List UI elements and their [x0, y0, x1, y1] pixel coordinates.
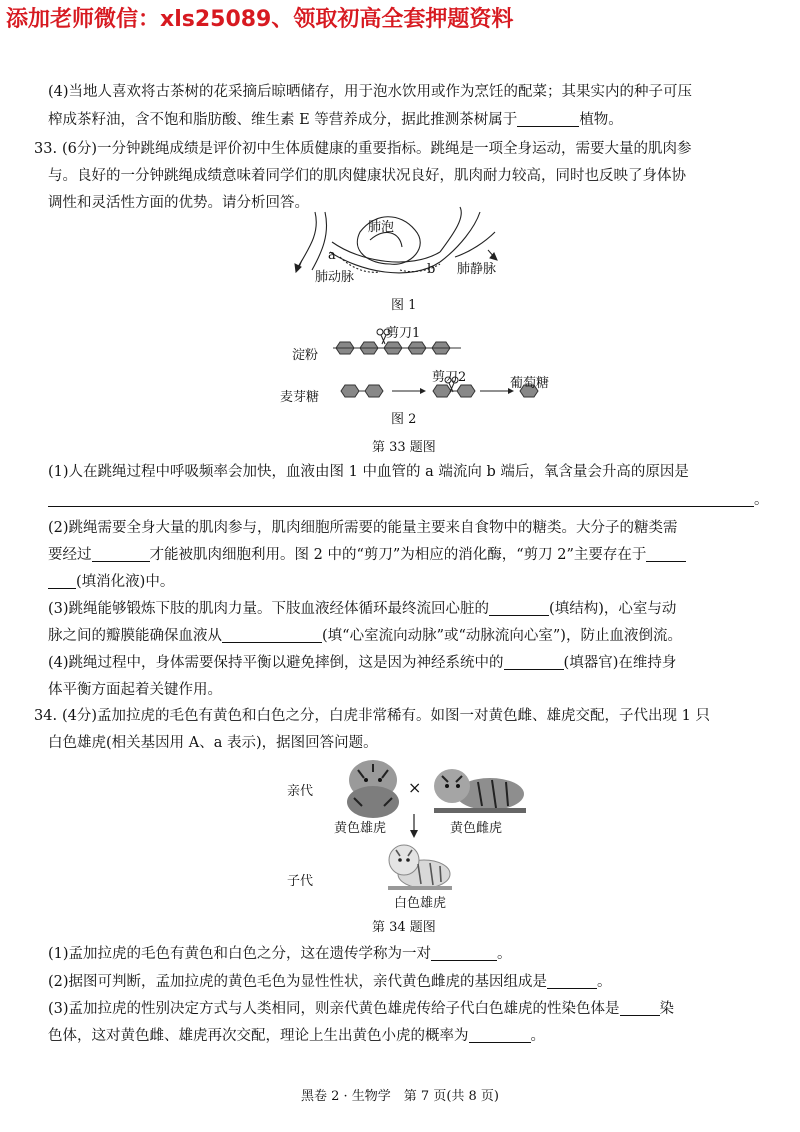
q34-intro-line1: (4分)孟加拉虎的毛色有黄色和白色之分，白虎非常稀有。如图一对黄色雌、雄虎交配，子代出现 1 只: [62, 708, 710, 724]
q34-part3-text-b: 染: [659, 1001, 675, 1017]
scissors2-icon: [444, 376, 460, 394]
q33-part1-answer: [48, 490, 769, 511]
q34-part2-text: (2)据图可判断，孟加拉虎的黄色毛色为显性性状，亲代黄色雌虎的基因组成是: [48, 974, 548, 990]
promo-banner: 添加老师微信：xls25089、领取初高全套押题资料: [6, 7, 514, 32]
q33-part1: (1)人在跳绳过程中呼吸频率会加快，血液由图 1 中血管的 a 端流向 b 端后，氧含量会升高的原因是: [48, 464, 689, 480]
q32-4-line2: [48, 110, 623, 131]
figure1-caption: 图 1: [391, 298, 417, 313]
q34-part1-end: 。: [497, 946, 512, 962]
starch-chain: [333, 340, 463, 356]
label-alveolus: 肺泡: [368, 220, 395, 235]
answer-blank[interactable]: [646, 546, 686, 562]
q33-part3-text-b: (填结构)，心室与动: [549, 601, 677, 617]
label-starch: 淀粉: [292, 348, 319, 363]
answer-blank[interactable]: [489, 600, 549, 616]
q33-part4-text-b: (填器官)在维持身: [563, 655, 677, 671]
q32-4-end: 植物。: [579, 112, 623, 128]
q34-part3-text-d: 。: [530, 1028, 545, 1044]
label-parents: 亲代: [287, 784, 314, 799]
q33-part1-end: 。: [754, 492, 769, 508]
label-pulmonary-artery: 肺动脉: [315, 270, 355, 285]
q34-part3-text-c: 色体，这对黄色雌、雄虎再次交配，理论上生出黄色小虎的概率为: [48, 1028, 469, 1044]
answer-blank[interactable]: [48, 491, 754, 507]
male-tiger-image: [340, 758, 406, 818]
label-yellow-female: 黄色雌虎: [450, 821, 503, 836]
q32-4-line1: (4)当地人喜欢将古茶树的花采摘后晾晒储存，用于泡水饮用或作为烹饪的配菜；其果实内的种子可压: [48, 84, 693, 100]
answer-blank[interactable]: [547, 973, 597, 989]
q34-part3-line2: [48, 1026, 545, 1047]
q34-number: 34.: [34, 708, 58, 724]
q33-part4-line2: 体平衡方面起着关键作用。: [48, 682, 222, 698]
q33-intro-line2: 与。良好的一分钟跳绳成绩意味着同学们的肌肉健康状况良好，肌肉耐力较高，同时也反映了身体协: [48, 168, 686, 184]
q33-part3-text-d: (填“心室流向动脉”或“动脉流向心室”)，防止血液倒流。: [322, 628, 682, 644]
q34-part2-end: 。: [597, 974, 612, 990]
q33-intro-line1: (6分)一分钟跳绳成绩是评价初中生体质健康的重要指标。跳绳是一项全身运动，需要大量的肌肉参: [62, 141, 692, 157]
q34-part2: [48, 972, 612, 993]
q33-figure-caption: 第 33 题图: [372, 440, 436, 455]
answer-blank[interactable]: [517, 111, 579, 127]
answer-blank[interactable]: [620, 1000, 660, 1016]
q34-part1-text: (1)孟加拉虎的毛色有黄色和白色之分，这在遗传学称为一对: [48, 946, 432, 962]
label-scissors1: 剪刀1: [386, 326, 421, 341]
page-footer: 黑卷 2 · 生物学 第 7 页(共 8 页): [300, 1089, 499, 1104]
q34-figure-caption: 第 34 题图: [372, 920, 436, 935]
q32-4-text: 榨成茶籽油，含不饱和脂肪酸、维生素 E 等营养成分，据此推测茶树属于: [48, 112, 518, 128]
q33-part2-text-a: 要经过: [48, 547, 92, 563]
answer-blank[interactable]: [92, 546, 150, 562]
label-b: b: [427, 262, 436, 277]
answer-blank[interactable]: [504, 654, 564, 670]
q33-number: 33.: [34, 141, 58, 157]
q33-intro-line3: 调性和灵活性方面的优势。请分析回答。: [48, 195, 309, 211]
q33-part4-line1: [48, 653, 676, 674]
label-white-male: 白色雄虎: [394, 896, 447, 911]
q33-part3-line1: [48, 599, 676, 620]
q33-part2-text-b: 才能被肌肉细胞利用。图 2 中的“剪刀”为相应的消化酶，“剪刀 2”主要存在于: [149, 547, 647, 563]
q33-part2-text-c: (填消化液)中。: [76, 574, 175, 590]
label-offspring: 子代: [287, 874, 314, 889]
label-scissors2: 剪刀2: [432, 370, 467, 385]
label-yellow-male: 黄色雄虎: [334, 821, 387, 836]
q33-part2-line1: (2)跳绳需要全身大量的肌肉参与，肌肉细胞所需要的能量主要来自食物中的糖类。大分子的糖类需: [48, 520, 678, 536]
q33-part2-line2: [48, 545, 686, 566]
down-arrow-icon: [408, 814, 420, 838]
q33-part4-text-a: (4)跳绳过程中，身体需要保持平衡以避免摔倒，这是因为神经系统中的: [48, 655, 504, 671]
label-glucose: 葡萄糖: [510, 376, 550, 391]
answer-blank[interactable]: [48, 573, 76, 589]
q34-part1: [48, 944, 512, 965]
q33-part3-line2: [48, 626, 682, 647]
answer-blank[interactable]: [222, 627, 322, 643]
q34-part3-line1: [48, 999, 674, 1020]
label-maltose: 麦芽糖: [280, 390, 320, 405]
cross-symbol: ×: [408, 778, 422, 797]
answer-blank[interactable]: [431, 945, 497, 961]
scissors1-icon: [376, 328, 392, 346]
q33-part3-text-c: 脉之间的瓣膜能确保血液从: [48, 628, 222, 644]
white-tiger-image: [378, 840, 454, 894]
label-pulmonary-vein: 肺静脉: [457, 262, 497, 277]
label-a: a: [328, 248, 336, 263]
q33-part2-line3: [48, 572, 174, 593]
figure2-caption: 图 2: [391, 412, 417, 427]
female-tiger-image: [428, 760, 528, 816]
q34-intro-line2: 白色雄虎(相关基因用 A、a 表示)，据图回答问题。: [48, 735, 378, 751]
q33-part3-text-a: (3)跳绳能够锻炼下肢的肌肉力量。下肢血液经体循环最终流回心脏的: [48, 601, 490, 617]
q34-part3-text-a: (3)孟加拉虎的性别决定方式与人类相同，则亲代黄色雄虎传给子代白色雄虎的性染色体是: [48, 1001, 620, 1017]
answer-blank[interactable]: [469, 1027, 531, 1043]
